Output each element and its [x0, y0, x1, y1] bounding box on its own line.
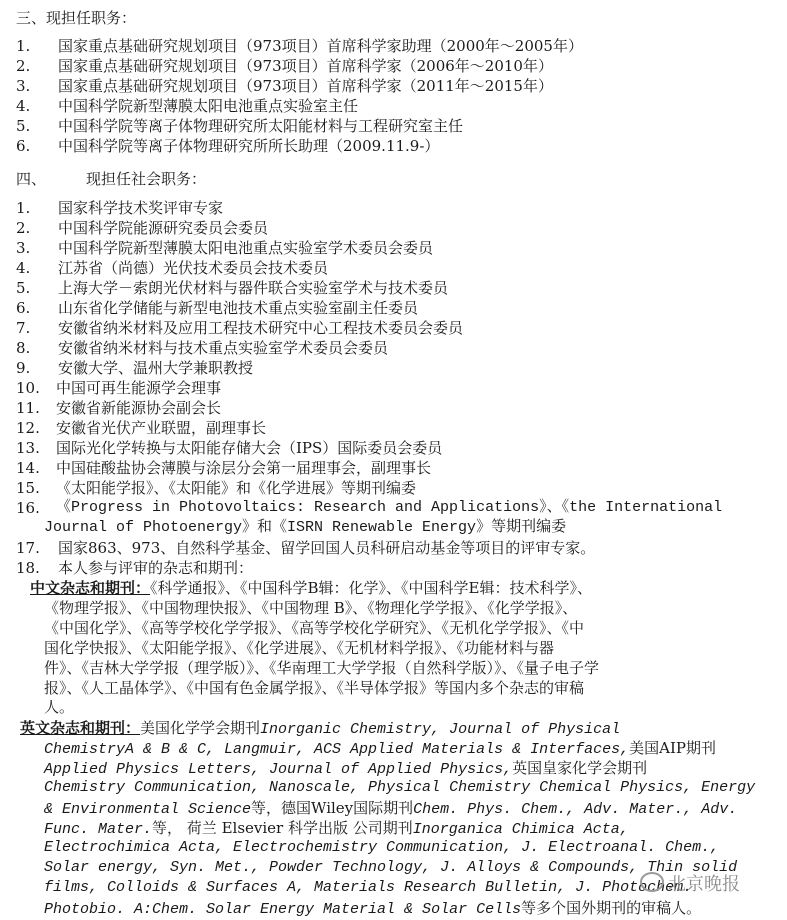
list-item-number: 8.	[16, 339, 31, 357]
list-item-text: 国家重点基础研究规划项目（973项目）首席科学家（2011年～2015年）	[58, 77, 553, 95]
english-journals-line-6	[44, 818, 629, 840]
list-item-text: 国家重点基础研究规划项目（973项目）首席科学家助理（2000年～2005年）	[58, 37, 583, 55]
list-item-number: 5.	[16, 117, 31, 135]
list-item-text: 中国硅酸盐协会薄膜与涂层分会第一届理事会，副理事长	[56, 459, 432, 477]
english-journals-text: Chem. Phys. Chem., Adv. Mater., Adv.	[413, 801, 738, 818]
english-journals-line-8: Solar energy, Syn. Met., Powder Technology, J. Alloys & Compounds, Thin solid	[44, 859, 738, 876]
english-journals-text: 美国化学学会期刊	[140, 719, 261, 737]
list-item-number: 5.	[16, 279, 31, 297]
english-journals-line-1	[20, 718, 620, 740]
english-journals-text: Inorganic Chemistry, Journal of Physical	[260, 721, 621, 738]
list-item-text: 国家重点基础研究规划项目（973项目）首席科学家（2006年～2010年）	[58, 57, 553, 75]
section-4-title-num: 四、	[16, 170, 47, 188]
list-item-number: 17.	[16, 539, 40, 557]
list-item-text: 安徽大学、温州大学兼职教授	[58, 359, 254, 377]
list-item-number: 1.	[16, 37, 31, 55]
list-item-text: 中国科学院等离子体物理研究所所长助理（2009.11.9-）	[58, 137, 440, 155]
list-item-text: 安徽省纳米材料及应用工程技术研究中心工程技术委员会委员	[58, 319, 464, 337]
list-item-text: 江苏省（尚德）光伏技术委员会技术委员	[58, 259, 329, 277]
english-journals-text: & Environmental Science	[44, 801, 252, 818]
list-item-text: 中国可再生能源学会理事	[56, 379, 222, 397]
chinese-journals-line-4: 国化学快报》、《太阳能学报》、《化学进展》、《无机材料学报》、《功能材料与器	[44, 639, 555, 657]
wechat-icon	[640, 872, 664, 892]
list-item-number: 2.	[16, 219, 31, 237]
list-item-text: 《Progress in Photovoltaics: Research and Applications》、《the International	[56, 499, 723, 516]
english-journals-line-3	[44, 758, 647, 780]
chinese-journals-line-2: 《物理学报》、《中国物理快报》、《中国物理 B》、《物理化学学报》、《化学学报》、	[44, 599, 578, 617]
list-item-text: 安徽省新能源协会副会长	[56, 399, 222, 417]
watermark-text: 北京晚报	[668, 874, 740, 895]
english-journals-text: 等多个国外期刊的审稿人。	[521, 899, 702, 917]
english-journals-text: 美国AIP期刊	[629, 739, 716, 757]
english-journals-text: 等，德国Wiley国际期刊	[251, 799, 414, 817]
list-item-number: 16.	[16, 499, 40, 517]
list-item-number: 6.	[16, 137, 31, 155]
list-item-text: 国际光化学转换与太阳能存储大会（IPS）国际委员会委员	[56, 439, 443, 457]
english-journals-line-9: films, Colloids & Surfaces A, Materials Research Bulletin, J. Photochem.	[44, 879, 693, 896]
chinese-journals-line-7: 人。	[44, 698, 75, 716]
list-item-text: 中国科学院新型薄膜太阳电池重点实验室学术委员会委员	[58, 239, 434, 257]
english-journals-text: Applied Physics Letters, Journal of Applied Physics,	[44, 761, 513, 778]
section-3-title: 三、现担任职务：	[16, 9, 137, 27]
chinese-journals-label: 中文杂志和期刊：	[30, 579, 151, 597]
list-item-text: 本人参与评审的杂志和期刊：	[58, 559, 254, 577]
english-journals-label: 英文杂志和期刊：	[20, 719, 141, 737]
english-journals-line-4: Chemistry Communication, Nanoscale, Physical Chemistry Chemical Physics, Energy	[44, 779, 756, 796]
english-journals-line-7: Electrochimica Acta, Electrochemistry Communication, J. Electroanal. Chem.,	[44, 839, 720, 856]
chinese-journals-line-5: 件》、《吉林大学学报（理学版）》、《华南理工大学学报（自然科学版）》、《量子电子学	[44, 659, 600, 677]
list-item-number: 13.	[16, 439, 40, 457]
list-item-text: 安徽省光伏产业联盟，副理事长	[56, 419, 267, 437]
list-item-number: 4.	[16, 97, 31, 115]
list-item-16-continuation: Journal of Photoenergy》和《ISRN Renewable Energy》等期刊编委	[44, 519, 567, 536]
section-4-title-text: 现担任社会职务：	[86, 170, 207, 188]
list-item-number: 12.	[16, 419, 40, 437]
list-item-number: 18.	[16, 559, 40, 577]
list-item-number: 3.	[16, 239, 31, 257]
list-item-text: 上海大学－索朗光伏材料与器件联合实验室学术与技术委员	[58, 279, 449, 297]
english-journals-line-2	[44, 738, 716, 760]
watermark	[640, 870, 740, 896]
english-journals-text: 英国皇家化学会期刊	[512, 759, 648, 777]
list-item-number: 15.	[16, 479, 40, 497]
list-item-number: 4.	[16, 259, 31, 277]
list-item-text: 国家科学技术奖评审专家	[58, 199, 224, 217]
list-item-number: 9.	[16, 359, 31, 377]
list-item-text: 中国科学院等离子体物理研究所太阳能材料与工程研究室主任	[58, 117, 464, 135]
english-journals-text: Inorganica Chimica Acta,	[412, 821, 629, 838]
list-item-number: 11.	[16, 399, 40, 417]
chinese-journals-line-1	[30, 578, 592, 598]
chinese-journals-line-6: 报》、《人工晶体学》、《中国有色金属学报》、《半导体学报》等国内多个杂志的审稿	[44, 679, 585, 697]
list-item-text: 中国科学院能源研究委员会委员	[58, 219, 269, 237]
list-item-number: 14.	[16, 459, 40, 477]
list-item-number: 10.	[16, 379, 40, 397]
list-item-text: 中国科学院新型薄膜太阳电池重点实验室主任	[58, 97, 359, 115]
list-item-text: 国家863、973、自然科学基金、留学回国人员科研启动基金等项目的评审专家。	[58, 539, 596, 557]
english-journals-text: Func. Mater.	[44, 821, 153, 838]
chinese-journals-text: 《科学通报》、《中国科学B辑：化学》、《中国科学E辑：技术科学》、	[150, 579, 592, 597]
list-item-text: 山东省化学储能与新型电池技术重点实验室副主任委员	[58, 299, 419, 317]
english-journals-text: Photobio. A:Chem. Solar Energy Material & Solar Cells	[44, 901, 522, 918]
english-journals-line-5	[44, 798, 737, 820]
list-item-text: 安徽省纳米材料与技术重点实验室学术委员会委员	[58, 339, 389, 357]
english-journals-text: ChemistryA & B & C, Langmuir, ACS Applied Materials & Interfaces,	[44, 741, 630, 758]
list-item-number: 1.	[16, 199, 31, 217]
list-item-number: 2.	[16, 57, 31, 75]
list-item-number: 6.	[16, 299, 31, 317]
chinese-journals-line-3: 《中国化学》、《高等学校化学学报》、《高等学校化学研究》、《无机化学学报》、《中	[44, 619, 585, 637]
english-journals-text: 等， 荷兰 Elsevier 科学出版 公司期刊	[152, 819, 413, 837]
list-item-number: 7.	[16, 319, 31, 337]
section-4-title	[16, 168, 206, 189]
list-item-number: 3.	[16, 77, 31, 95]
english-journals-line-10	[44, 898, 701, 920]
list-item-text: 《太阳能学报》、《太阳能》和《化学进展》等期刊编委	[56, 479, 417, 497]
